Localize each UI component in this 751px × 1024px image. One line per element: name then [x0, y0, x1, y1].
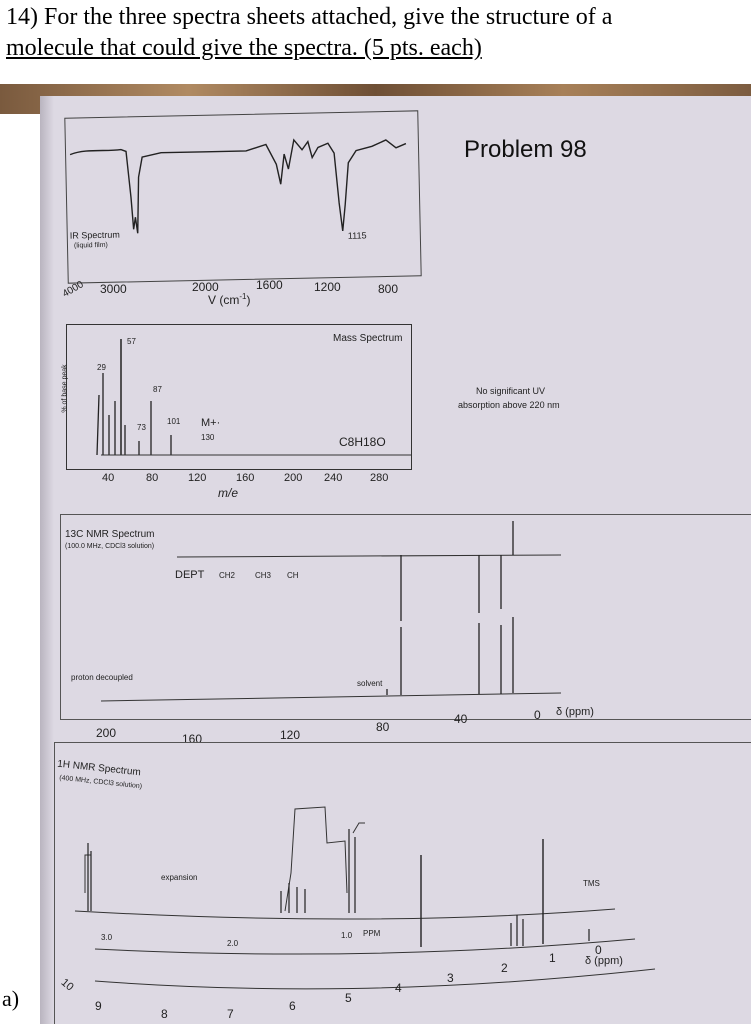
ir-trace — [65, 111, 420, 282]
c13-dept-ch2: CH2 — [219, 571, 236, 580]
problem-title: Problem 98 — [464, 136, 587, 163]
ir-tick-3000: 3000 — [100, 282, 127, 296]
h1-exp-tick-2: 2.0 — [227, 939, 239, 948]
h1-tms: TMS — [583, 879, 600, 888]
ir-axis-label-main: V (cm — [208, 293, 240, 307]
c13-solvent: solvent — [357, 679, 383, 688]
c13-xtick-160: 160 — [182, 732, 203, 746]
mass-peak-87: 87 — [153, 385, 162, 394]
mass-xlabel: m/e — [218, 486, 239, 500]
h1-title: 1H NMR Spectrum — [56, 758, 142, 779]
h1-xtick-1: 1 — [549, 951, 556, 965]
c13-xtick-120: 120 — [280, 728, 301, 742]
mass-xtick-160: 160 — [236, 472, 255, 484]
c13-xtick-200: 200 — [96, 726, 117, 740]
mass-ylabel: % of base peak — [61, 364, 69, 413]
question-line-1: 14) For the three spectra sheets attached, give the structure of a — [6, 4, 613, 30]
ir-panel — [64, 110, 421, 283]
mass-peak-130: 130 — [201, 433, 215, 442]
mass-xtick-240: 240 — [324, 472, 343, 484]
mass-peak-101: 101 — [167, 417, 181, 426]
mass-panel — [61, 324, 412, 470]
h1-xtick-8: 8 — [161, 1007, 168, 1021]
binding-shadow — [40, 96, 54, 1024]
ir-tick-1200: 1200 — [314, 280, 341, 294]
c13-dept-ch3: CH3 — [255, 571, 272, 580]
mass-peak-29: 29 — [97, 363, 106, 372]
ir-peak-label: 1115 — [347, 230, 367, 241]
h1-xtick-2: 2 — [501, 961, 508, 975]
ir-tick-1600: 1600 — [256, 278, 283, 292]
h1-exp-tick-1: 1.0 — [341, 931, 353, 940]
c13-panel — [60, 514, 751, 720]
c13-subtitle: (100.0 MHz, CDCl3 solution) — [65, 543, 155, 550]
spectra-sheet — [40, 96, 751, 1024]
h1-subtitle: (400 MHz, CDCl3 solution) — [58, 774, 143, 791]
c13-trace — [61, 515, 751, 719]
h1-xtick-9: 9 — [95, 999, 102, 1013]
h1-panel — [54, 742, 751, 1024]
h1-xtick-10: 10 — [58, 976, 76, 994]
mass-peak-73: 73 — [137, 423, 146, 432]
ir-tick-4000: 4000 — [60, 279, 86, 300]
ir-tick-2000: 2000 — [192, 280, 219, 294]
mass-peak-57: 57 — [127, 337, 136, 346]
mass-peak-m: M+· — [201, 417, 221, 429]
question-text — [6, 2, 746, 64]
ir-tick-800: 800 — [378, 282, 399, 296]
ir-axis-label — [208, 292, 250, 307]
h1-exp-tick-3: 3.0 — [101, 933, 113, 942]
mass-formula: C8H18O — [339, 435, 386, 449]
uv-note-line-2: absorption above 220 nm — [458, 400, 560, 410]
h1-xtick-3: 3 — [447, 971, 454, 985]
c13-xlabel: δ (ppm) — [556, 706, 594, 718]
c13-dept-label: DEPT — [175, 569, 205, 581]
mass-xtick-120: 120 — [188, 472, 207, 484]
mass-title: Mass Spectrum — [333, 333, 403, 344]
h1-xtick-5: 5 — [345, 991, 352, 1005]
uv-note-line-1: No significant UV — [476, 386, 546, 396]
c13-dept-ch: CH — [287, 571, 299, 580]
h1-xtick-6: 6 — [289, 999, 296, 1013]
c13-xtick-80: 80 — [376, 720, 390, 734]
h1-xtick-7: 7 — [227, 1007, 234, 1021]
h1-xtick-0: 0 — [595, 943, 602, 957]
c13-proton-decoupled: proton decoupled — [71, 673, 133, 682]
ir-axis-label-end: ) — [246, 293, 251, 307]
h1-xtick-4: 4 — [395, 981, 402, 995]
h1-xlabel: δ (ppm) — [585, 955, 623, 967]
question-line-2: molecule that could give the spectra. (5 pts. each) — [6, 35, 482, 61]
mass-xtick-280: 280 — [370, 472, 389, 484]
mass-xtick-40: 40 — [102, 472, 115, 484]
c13-xtick-40: 40 — [454, 712, 468, 726]
c13-title: 13C NMR Spectrum — [65, 529, 155, 540]
c13-xtick-0: 0 — [534, 708, 541, 722]
ir-title: IR Spectrum — [69, 229, 120, 241]
ir-axis-label-sup: -1 — [239, 292, 247, 301]
h1-expansion: expansion — [161, 873, 198, 882]
mass-xtick-80: 80 — [146, 472, 159, 484]
part-label: a) — [2, 986, 20, 1011]
mass-xtick-200: 200 — [284, 472, 303, 484]
h1-exp-unit: PPM — [363, 929, 381, 938]
ir-subtitle: (liquid film) — [73, 241, 108, 250]
h1-trace — [55, 743, 751, 1024]
